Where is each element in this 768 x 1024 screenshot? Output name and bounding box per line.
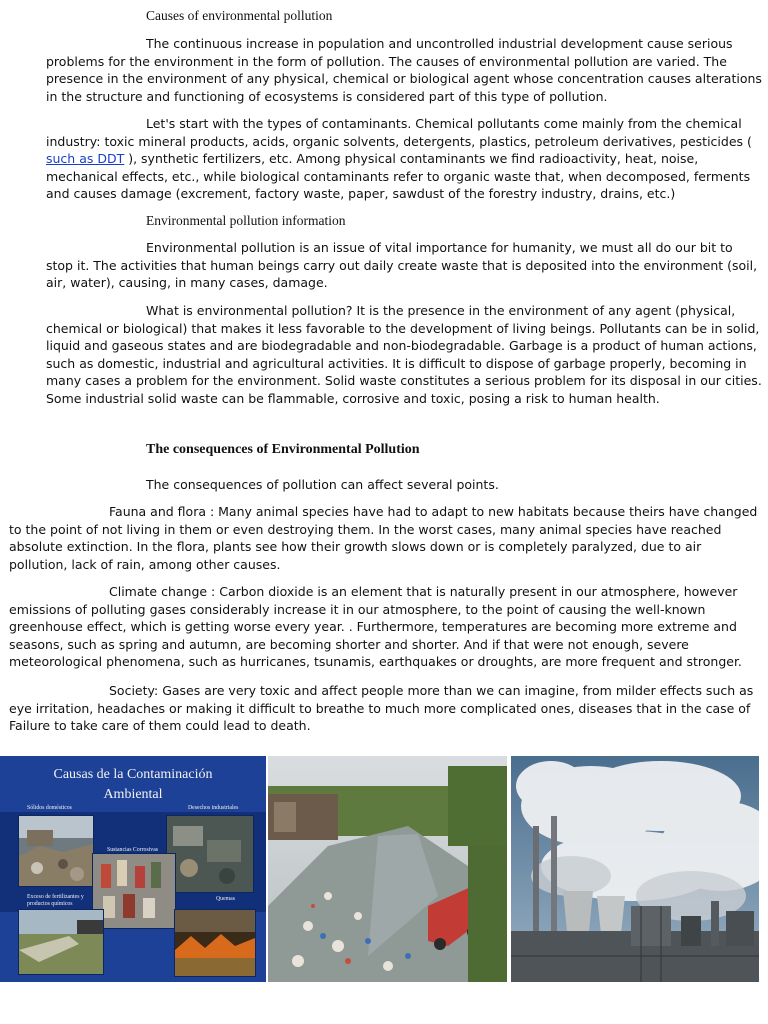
heading-consequences: The consequences of Environmental Pollution xyxy=(146,442,420,457)
pollution-causes-slide-image xyxy=(0,756,266,982)
paragraph-climate-change: Climate change : Carbon dioxide is an element that is naturally present in our atmosphere, however emissions of polluting gases considerably increase it in our atmosphere, to the point of causing the well-known greenhouse effect, which is getting worse every year. . Furthermore, temperatures are becoming more extreme and seasons, such as spring and autumn, are becoming shorter and shorter. And if that were not enough, severe meteorological phenomena, such as hurricanes, tsunamis, earthquakes or droughts, are more frequent and stronger. xyxy=(9,584,742,670)
slide-title-line-2: Ambiental xyxy=(103,787,163,802)
industrial-smokestacks-image xyxy=(511,756,759,982)
paragraph-society: Society: Gases are very toxic and affect people more than we can imagine, from milder effects such as eye irritation, headaches or making it difficult to breathe to much more complicated ones, diseases that in the case of Failure to take care of them could lead to death. xyxy=(9,683,754,734)
slide-title xyxy=(0,765,266,805)
polluted-river-image xyxy=(268,756,507,982)
paragraph-contaminant-types xyxy=(46,115,762,203)
paragraph-vital-importance: Environmental pollution is an issue of vital importance for humanity, we must all do our bit to stop it. The activities that human beings carry out daily create waste that is deposited into the environment (soil, air, water), causing, in many cases, damage. xyxy=(46,240,758,291)
heading-causes: Causes of environmental pollution xyxy=(146,8,333,23)
slide-label-solid-waste: Sólidos domésticos xyxy=(27,805,72,811)
burning-photo xyxy=(174,909,256,977)
paragraph-fauna-flora: Fauna and flora : Many animal species have had to adapt to new habitats because theirs have changed to the point of not living in them or even destroying them. In the worst cases, many animal species have reached absolute extinction. In the flora, plants see how their growth slows down or is completely paralyzed, due to air pollution, lack of rain, among other causes. xyxy=(9,504,758,572)
paragraph-contaminant-types-rest: ), synthetic fertilizers, etc. Among physical contaminants we find radioactivity, heat, noise, mechanical effects, etc., while biological contaminants refer to organic waste that, when decomposed, ferments and causes damage (excrement, factory waste, paper, sawdust of the forestry industry, drains, etc.) xyxy=(46,151,751,202)
slide-label-burning: Quemas xyxy=(216,896,235,902)
industrial-waste-photo xyxy=(166,815,254,893)
paragraph-causes-intro: The continuous increase in population and uncontrolled industrial development cause serious problems for the environment in the form of pollution. The causes of environmental pollution are varied. The presence in the environment of any physical, chemical or biological agent whose concentration causes alterations in the structure and functioning of ecosystems is considered part of this type of pollution. xyxy=(46,36,762,104)
slide-title-line-1: Causas de la Contaminación xyxy=(53,767,213,782)
slide-label-fertilizers: Exceso de fertilizantes y productos químicos xyxy=(27,894,84,907)
heading-pollution-info: Environmental pollution information xyxy=(146,213,346,228)
ddt-link[interactable]: such as DDT xyxy=(46,151,125,167)
fertilizers-photo xyxy=(18,909,104,975)
corrosive-substances-photo xyxy=(92,853,176,929)
slide-label-industrial-waste: Desechos industriales xyxy=(188,805,239,811)
solid-waste-photo xyxy=(18,815,94,887)
paragraph-consequences-intro: The consequences of pollution can affect several points. xyxy=(146,477,499,492)
paragraph-contaminant-types-text: Let's start with the types of contaminants. Chemical pollutants come mainly from the chemical industry: toxic mineral products, acids, organic solvents, detergents, plastics, petroleum derivatives, pesticides ( xyxy=(46,116,752,149)
paragraph-what-is-pollution: What is environmental pollution? It is the presence in the environment of any agent (physical, chemical or biological) that makes it less favorable to the development of living beings. Pollutants can be in solid, liquid and gaseous states and are biodegradable and non-biodegradable. Garbage is a product of human actions, such as domestic, industrial and agricultural activities. It is difficult to dispose of garbage properly, becoming in many cases a problem for the environment. Solid waste constitutes a serious problem for its disposal in our cities. Some industrial solid waste can be flammable, corrosive and toxic, posing a risk to human health. xyxy=(46,303,762,406)
slide-label-corrosive: Sustancias Corrosivas xyxy=(107,847,159,853)
